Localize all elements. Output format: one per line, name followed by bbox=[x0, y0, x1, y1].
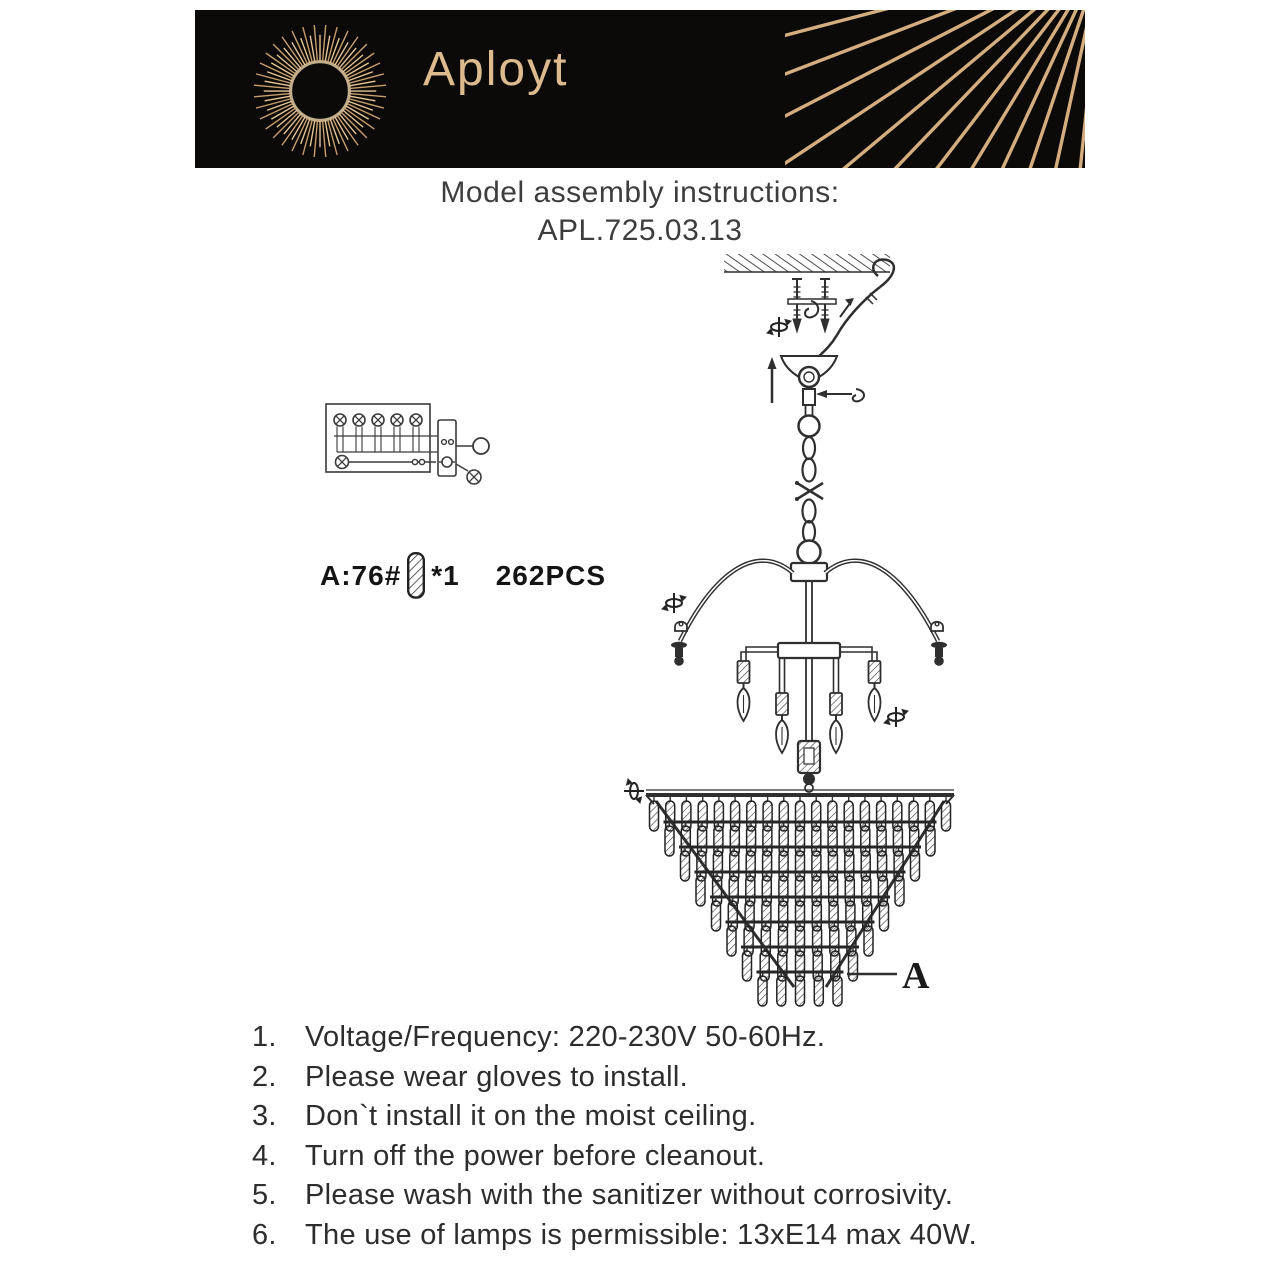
list-item: 1. Voltage/Frequency: 220-230V 50-60Hz. bbox=[252, 1021, 826, 1053]
crystal-total-count: 262PCS bbox=[495, 560, 607, 591]
list-item: 5. Please wash with the sanitizer without corrosivity. bbox=[252, 1179, 954, 1211]
list-item: 4. Turn off the power before cleanout. bbox=[252, 1139, 766, 1172]
parts-label bbox=[320, 552, 606, 600]
arms-and-candles bbox=[662, 561, 947, 792]
list-item: 2. Please wear gloves to install. bbox=[252, 1060, 688, 1093]
title-block bbox=[0, 174, 1280, 250]
chandelier-assembly-diagram bbox=[600, 243, 1000, 1033]
part-a-spec: A:76# bbox=[320, 560, 402, 591]
canopy-and-chain bbox=[768, 356, 865, 564]
part-a-marker: A bbox=[902, 955, 930, 997]
ceiling-mount bbox=[724, 254, 894, 359]
model-number: APL.725.03.13 bbox=[537, 214, 743, 247]
crystal-pendant-icon bbox=[404, 552, 428, 600]
part-a-callout bbox=[847, 955, 930, 997]
brand-wordmark: Aployt bbox=[423, 43, 569, 96]
lamp-symbols bbox=[334, 414, 422, 452]
part-a-qty: *1 bbox=[431, 560, 460, 591]
list-item: 3. Don`t install it on the moist ceiling. bbox=[252, 1100, 757, 1132]
page-title: Model assembly instructions: bbox=[440, 176, 840, 209]
instruction-list bbox=[252, 1022, 1082, 1259]
decorative-rays-icon bbox=[785, 10, 1085, 168]
list-item: 6. The use of lamps is permissible: 13xE14 max 40W. bbox=[252, 1218, 978, 1251]
aployt-logo-starburst-icon bbox=[245, 16, 395, 166]
header-banner bbox=[195, 10, 1085, 168]
wiring-diagram bbox=[318, 390, 513, 508]
